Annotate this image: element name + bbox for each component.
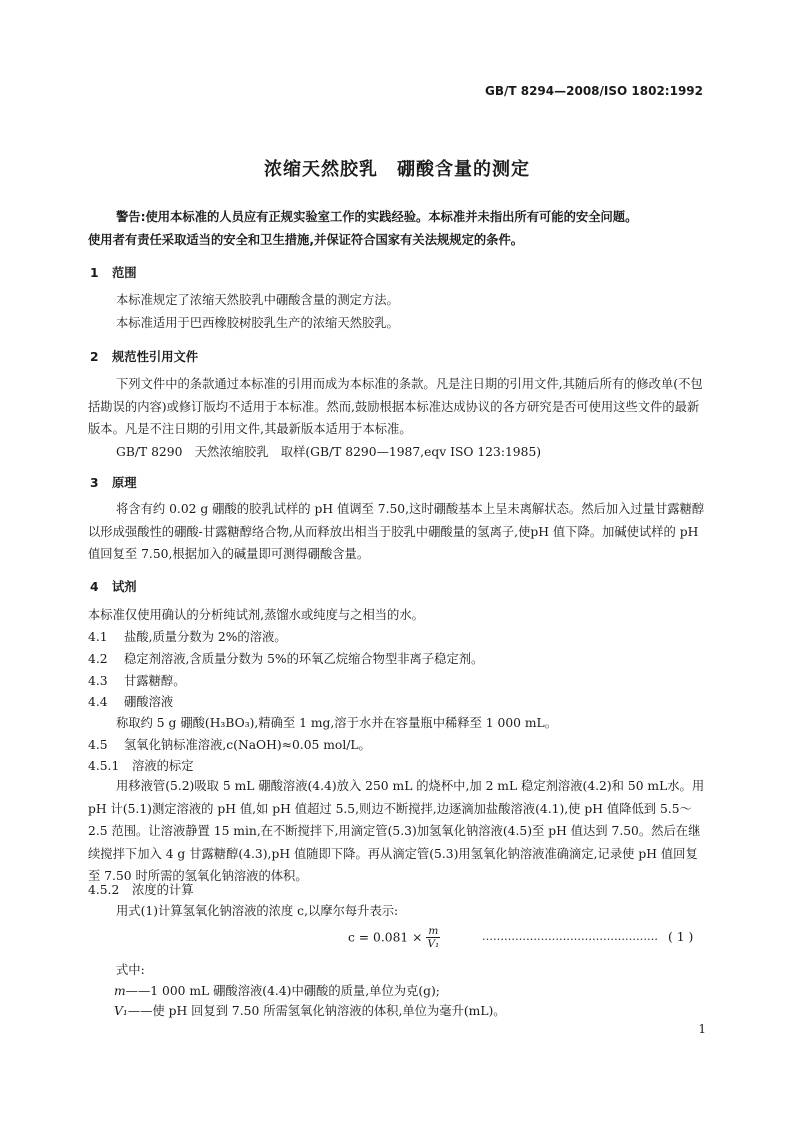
paragraph: 本标准适用于巴西橡胶树胶乳生产的浓缩天然胶乳。 (116, 315, 399, 330)
paragraph: 用式(1)计算氢氧化钠溶液的浓度 c,以摩尔每升表示: (116, 904, 399, 918)
item-4-5-2 (88, 880, 708, 900)
definition-text: ——使 pH 回复到 7.50 所需氢氧化钠溶液的体积,单位为毫升(mL)。 (127, 1004, 506, 1018)
page-number: 1 (698, 1022, 706, 1036)
item-text: 溶液的标定 (132, 759, 194, 773)
item-number: 4.5 (88, 738, 108, 752)
item-4-3 (88, 671, 708, 691)
item-number: 4.4 (88, 695, 108, 709)
warning-line-2: 使用者有责任采取适当的安全和卫生措施,并保证符合国家有关法规规定的条件。 (88, 233, 524, 247)
item-text: 氢氧化钠标准溶液,c(NaOH)≈0.05 mol/L。 (124, 738, 371, 752)
fraction-denominator: V₁ (427, 938, 440, 950)
item-text: 硼酸溶液 (124, 695, 174, 709)
formula-1 (348, 925, 440, 951)
item-4-1 (88, 627, 708, 647)
section-number: 4 (90, 580, 99, 594)
item-number: 4.1 (88, 630, 108, 644)
section-4-intro: 本标准仅使用确认的分析纯试剂,蒸馏水或纯度与之相当的水。 (88, 608, 424, 622)
paragraph: 下列文件中的条款通过本标准的引用而成为本标准的条款。凡是注日期的引用文件,其随后所有的修改单(不包括勘误的内容)或修订版均不适用于本标准。然而,鼓励根据本标准达成协议的各方研究是否可使用这些文件的最新版本。凡是不注日期的引用文件,其最新版本适用于本标准。 (88, 377, 703, 436)
item-number: 4.5.2 (88, 883, 120, 897)
standard-code: GB/T 8294—2008/ISO 1802:1992 (484, 84, 703, 98)
paragraph: 式中: (116, 963, 145, 977)
paragraph: 用移液管(5.2)吸取 5 mL 硼酸溶液(4.4)放入 250 mL 的烧杯中,加 2 mL 稳定剂溶液(4.2)和 50 mL水。用 pH 计(5.1)测定溶液的 pH 值,如 pH 值超过 5.5,则边不断搅拌,边逐滴加盐酸溶液(4.1),使 pH 值降低到 5.5～2.5 范围。让溶液静置 15 min,在不断搅拌下,用滴定管(5.3)加氢氧化钠溶液(4.5)至 pH 值达到 7.50。然后在继续搅拌下加入 4 g 甘露糖醇(4.3),pH 值随即下降。再从滴定管(5.3)用氢氧化钠溶液准确滴定,记录使 pH 值回复至 7.50 时所需的氢氧化钠溶液的体积。 (88, 779, 705, 883)
item-number: 4.5.1 (88, 759, 120, 773)
definition-text: ——1 000 mL 硼酸溶液(4.4)中硼酸的质量,单位为克(g); (125, 984, 440, 998)
section-3-body (88, 498, 708, 566)
item-number: 4.2 (88, 652, 108, 666)
section-title: 规范性引用文件 (112, 350, 199, 364)
equation-number: ( 1 ) (668, 930, 694, 944)
item-4-4-body (88, 712, 708, 735)
paragraph: 称取约 5 g 硼酸(H₃BO₃),精确至 1 mg,溶于水并在容量瓶中稀释至 1 000 mL。 (116, 716, 558, 730)
section-title: 范围 (112, 266, 137, 280)
item-text: 稳定剂溶液,含质量分数为 5%的环氧乙烷缩合物型非离子稳定剂。 (124, 652, 484, 666)
warning-line-1: 警告:使用本标准的人员应有正规实验室工作的实践经验。本标准并未指出所有可能的安全问题。 (116, 210, 638, 224)
paragraph: 本标准规定了浓缩天然胶乳中硼酸含量的测定方法。 (116, 293, 399, 307)
section-1-heading (90, 263, 137, 281)
item-4-5-1-body (88, 775, 708, 888)
section-3-heading (90, 473, 137, 491)
symbol: m (114, 984, 126, 998)
section-2-body (88, 373, 708, 463)
reference-entry: GB/T 8290 天然浓缩胶乳 取样(GB/T 8290—1987,eqv ISO 123:1985) (116, 444, 542, 459)
section-title: 原理 (112, 476, 137, 490)
where-label (88, 959, 708, 982)
page-title: 浓缩天然胶乳 硼酸含量的测定 (264, 159, 530, 180)
symbol: V₁ (114, 1004, 128, 1018)
formula-fraction (426, 925, 440, 951)
item-4-5 (88, 735, 708, 755)
item-4-4 (88, 692, 708, 712)
definition-v1 (114, 1000, 734, 1023)
section-title: 试剂 (112, 580, 137, 594)
warning-block (88, 206, 718, 252)
item-text: 盐酸,质量分数为 2%的溶液。 (124, 630, 287, 644)
section-number: 2 (90, 350, 99, 364)
item-4-2 (88, 649, 708, 669)
fraction-numerator: m (428, 925, 439, 937)
item-text: 浓度的计算 (132, 883, 194, 897)
section-4-heading (90, 577, 137, 595)
item-4-5-1 (88, 756, 708, 776)
item-number: 4.3 (88, 674, 108, 688)
item-4-5-2-body (88, 900, 708, 923)
section-number: 1 (90, 266, 99, 280)
section-2-heading (90, 347, 198, 365)
section-number: 3 (90, 476, 99, 490)
section-1-body (88, 289, 708, 334)
formula-leader: ………………………………………… (482, 930, 658, 943)
item-text: 甘露糖醇。 (124, 674, 186, 688)
formula-lhs: c = 0.081 × (348, 930, 423, 945)
paragraph: 将含有约 0.02 g 硼酸的胶乳试样的 pH 值调至 7.50,这时硼酸基本上呈未离解状态。然后加入过量甘露糖醇以形成强酸性的硼酸-甘露糖醇络合物,从而释放出相当于胶乳中硼酸量的氢离子,使pH 值下降。加碱使试样的 pH 值回复至 7.50,根据加入的碱量即可测得硼酸含量。 (88, 502, 705, 561)
